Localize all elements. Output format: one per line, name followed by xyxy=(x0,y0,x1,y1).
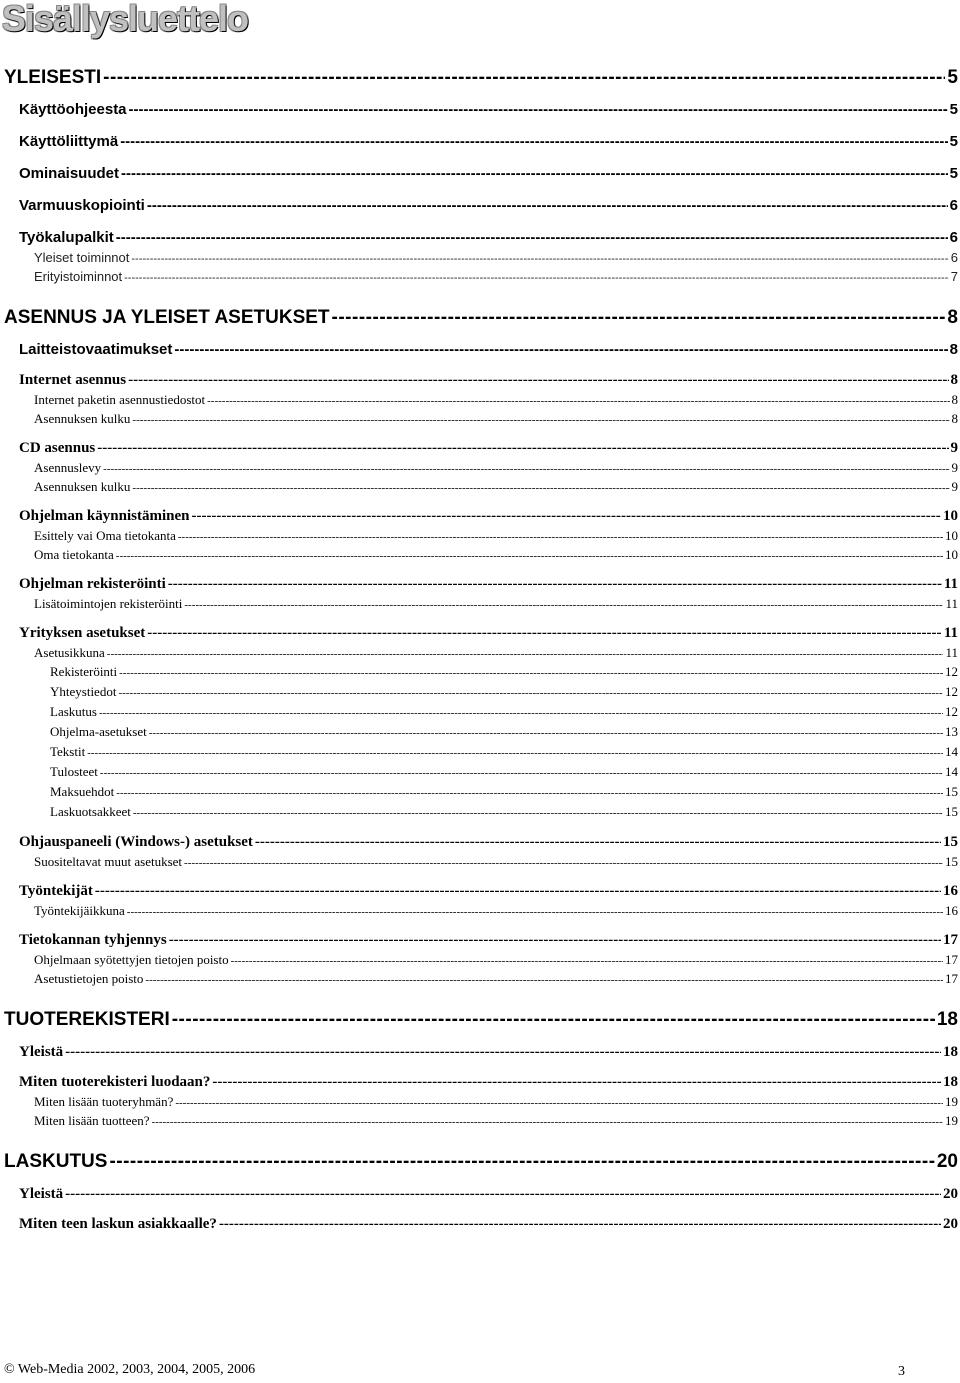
toc-entry-page: 17 xyxy=(945,952,958,967)
toc-entry-page: 18 xyxy=(943,1044,958,1060)
dot-leader xyxy=(178,528,943,545)
toc-entry-page: 5 xyxy=(947,67,958,88)
toc-entry-page: 12 xyxy=(945,664,958,679)
toc-entry[interactable] xyxy=(0,969,960,988)
dot-leader xyxy=(95,881,941,901)
toc-entry-label: Lisätoimintojen rekisteröinti xyxy=(34,596,183,611)
toc-entry-label: Yleistä xyxy=(19,1186,64,1202)
toc-entry-label: CD asennus xyxy=(19,440,96,456)
toc-entry-label: Yrityksen asetukset xyxy=(19,625,146,641)
dot-leader xyxy=(169,930,941,950)
toc-entry-label: Asennuksen kulku xyxy=(34,411,131,426)
toc-entry-label: Yleiset toiminnot xyxy=(34,250,130,265)
toc-entry-label: YLEISESTI xyxy=(4,67,102,88)
toc-entry[interactable] xyxy=(0,196,960,216)
table-of-contents xyxy=(0,66,960,1234)
toc-entry-page: 8 xyxy=(950,372,958,388)
toc-entry[interactable] xyxy=(0,164,960,184)
dot-leader xyxy=(128,370,948,390)
toc-entry-page: 6 xyxy=(950,250,958,265)
toc-entry-label: Asetusikkuna xyxy=(34,645,105,660)
toc-entry-label: Miten tuoterekisteri luodaan? xyxy=(19,1074,211,1090)
toc-entry[interactable] xyxy=(0,1184,960,1204)
toc-entry[interactable] xyxy=(0,802,960,822)
toc-entry[interactable] xyxy=(0,1072,960,1092)
dot-leader xyxy=(212,1072,941,1092)
toc-entry-label: Ohjelma-asetukset xyxy=(50,724,147,739)
dot-leader xyxy=(65,1184,941,1204)
toc-entry-page: 16 xyxy=(945,903,958,918)
toc-entry[interactable] xyxy=(0,930,960,950)
toc-entry-page: 16 xyxy=(943,883,958,899)
toc-entry-page: 19 xyxy=(945,1094,958,1109)
dot-leader xyxy=(184,854,943,871)
toc-entry-label: Suositeltavat muut asetukset xyxy=(34,854,183,869)
dot-leader xyxy=(97,438,948,458)
toc-entry-page: 12 xyxy=(945,704,958,719)
toc-entry-page: 14 xyxy=(945,744,958,759)
toc-entry-page: 5 xyxy=(949,165,958,182)
toc-entry-page: 7 xyxy=(950,269,958,284)
toc-entry[interactable] xyxy=(0,267,960,286)
dot-leader xyxy=(99,703,943,722)
dot-leader xyxy=(103,66,945,90)
toc-entry[interactable] xyxy=(0,623,960,643)
dot-leader xyxy=(132,479,949,496)
toc-entry-page: 11 xyxy=(945,645,958,660)
toc-entry[interactable] xyxy=(0,950,960,969)
toc-entry-page: 15 xyxy=(943,834,958,850)
dot-leader xyxy=(149,723,943,742)
toc-entry[interactable] xyxy=(0,66,960,90)
toc-entry-page: 13 xyxy=(945,724,958,739)
dot-leader xyxy=(133,803,943,822)
toc-entry[interactable] xyxy=(0,458,960,477)
toc-entry-label: Ohjelman rekisteröinti xyxy=(19,576,166,592)
toc-entry-label: Yhteystiedot xyxy=(50,684,117,699)
toc-entry-page: 19 xyxy=(945,1113,958,1128)
toc-entry[interactable] xyxy=(0,132,960,152)
dot-leader xyxy=(168,574,942,594)
dot-leader xyxy=(100,763,943,782)
toc-entry-page: 9 xyxy=(951,460,958,475)
dot-leader xyxy=(255,832,941,852)
toc-entry[interactable] xyxy=(0,742,960,762)
toc-entry-page: 8 xyxy=(949,341,958,358)
toc-entry[interactable] xyxy=(0,1092,960,1111)
toc-entry-label: Ohjauspaneeli (Windows-) asetukset xyxy=(19,834,253,850)
dot-leader xyxy=(109,1150,934,1174)
toc-entry[interactable] xyxy=(0,662,960,682)
dot-leader xyxy=(121,164,948,184)
toc-entry[interactable] xyxy=(0,506,960,526)
toc-entry-label: Erityistoiminnot xyxy=(34,269,123,284)
toc-entry-label: Internet asennus xyxy=(19,372,127,388)
page-title: Sisällysluettelo xyxy=(2,0,249,39)
toc-entry[interactable] xyxy=(0,409,960,428)
toc-entry-page: 9 xyxy=(950,440,958,456)
dot-leader xyxy=(332,306,946,330)
toc-entry-page: 11 xyxy=(943,625,958,641)
dot-leader xyxy=(103,460,949,477)
toc-entry-page: 18 xyxy=(943,1074,958,1090)
toc-entry-page: 10 xyxy=(945,528,958,543)
dot-leader xyxy=(175,1094,943,1111)
toc-entry-label: Miten lisään tuoteryhmän? xyxy=(34,1094,174,1109)
dot-leader xyxy=(124,269,949,286)
dot-leader xyxy=(207,392,949,409)
dot-leader xyxy=(116,547,943,564)
toc-entry-label: Yleistä xyxy=(19,1044,64,1060)
toc-entry-page: 14 xyxy=(945,764,958,779)
toc-entry-page: 18 xyxy=(936,1009,958,1030)
toc-entry-label: Käyttöohjeesta xyxy=(19,101,127,118)
toc-entry-page: 15 xyxy=(945,854,958,869)
toc-entry[interactable] xyxy=(0,901,960,920)
toc-entry-page: 8 xyxy=(947,307,958,328)
dot-leader xyxy=(131,250,948,267)
toc-entry-label: Asetustietojen poisto xyxy=(34,971,144,986)
toc-entry-page: 17 xyxy=(943,932,958,948)
toc-entry-label: Laitteistovaatimukset xyxy=(19,341,173,358)
dot-leader xyxy=(152,1113,943,1130)
toc-entry-label: Ominaisuudet xyxy=(19,165,120,182)
toc-entry-label: Asennuksen kulku xyxy=(34,479,131,494)
dot-leader xyxy=(119,663,943,682)
toc-entry-page: 6 xyxy=(949,229,958,246)
toc-entry-page: 15 xyxy=(945,784,958,799)
toc-entry-label: Laskuotsakkeet xyxy=(50,804,131,819)
toc-entry[interactable] xyxy=(0,545,960,564)
dot-leader xyxy=(116,228,948,248)
toc-entry[interactable] xyxy=(0,682,960,702)
toc-entry-page: 5 xyxy=(949,101,958,118)
toc-entry[interactable] xyxy=(0,390,960,409)
toc-entry[interactable] xyxy=(0,594,960,613)
toc-entry[interactable] xyxy=(0,1111,960,1130)
dot-leader xyxy=(87,743,943,762)
dot-leader xyxy=(65,1042,941,1062)
toc-entry[interactable] xyxy=(0,722,960,742)
toc-entry-label: Asennuslevy xyxy=(34,460,102,475)
toc-entry[interactable] xyxy=(0,1042,960,1062)
toc-entry[interactable] xyxy=(0,1150,960,1174)
toc-entry[interactable] xyxy=(0,782,960,802)
toc-entry[interactable] xyxy=(0,832,960,852)
toc-entry-page: 8 xyxy=(951,411,958,426)
toc-entry[interactable] xyxy=(0,340,960,360)
footer-page-number: 3 xyxy=(898,1364,905,1379)
dot-leader xyxy=(116,783,943,802)
toc-entry-page: 20 xyxy=(943,1216,958,1232)
dot-leader xyxy=(219,1214,941,1234)
toc-entry-label: Tulosteet xyxy=(50,764,98,779)
toc-entry-label: Työntekijät xyxy=(19,883,93,899)
toc-entry-page: 17 xyxy=(945,971,958,986)
toc-entry[interactable] xyxy=(0,852,960,871)
toc-entry-label: LASKUTUS xyxy=(4,1151,108,1172)
dot-leader xyxy=(191,506,941,526)
toc-entry-page: 8 xyxy=(951,392,958,407)
toc-entry-label: Miten teen laskun asiakkaalle? xyxy=(19,1216,217,1232)
toc-entry-page: 11 xyxy=(943,576,958,592)
dot-leader xyxy=(231,952,943,969)
toc-entry[interactable] xyxy=(0,643,960,662)
toc-entry[interactable] xyxy=(0,438,960,458)
toc-entry-page: 20 xyxy=(936,1151,958,1172)
dot-leader xyxy=(127,903,943,920)
toc-entry-label: Oma tietokanta xyxy=(34,547,114,562)
toc-entry[interactable] xyxy=(0,477,960,496)
toc-entry-label: Käyttöliittymä xyxy=(19,133,119,150)
toc-entry[interactable] xyxy=(0,228,960,248)
toc-entry-label: Miten lisään tuotteen? xyxy=(34,1113,150,1128)
toc-entry-label: Työntekijäikkuna xyxy=(34,903,125,918)
toc-entry-label: Ohjelman käynnistäminen xyxy=(19,508,190,524)
dot-leader xyxy=(118,683,943,702)
toc-entry-label: Rekisteröinti xyxy=(50,664,118,679)
toc-entry-label: Varmuuskopiointi xyxy=(19,197,145,214)
dot-leader xyxy=(172,1008,935,1032)
toc-entry-label: Tekstit xyxy=(50,744,86,759)
dot-leader xyxy=(184,596,943,613)
toc-entry-label: Esittely vai Oma tietokanta xyxy=(34,528,176,543)
dot-leader xyxy=(107,645,944,662)
toc-entry-page: 6 xyxy=(949,197,958,214)
toc-entry[interactable] xyxy=(0,248,960,267)
toc-entry-label: Laskutus xyxy=(50,704,97,719)
toc-entry[interactable] xyxy=(0,702,960,722)
dot-leader xyxy=(145,971,943,988)
toc-entry-label: Tietokannan tyhjennys xyxy=(19,932,167,948)
toc-entry-page: 15 xyxy=(945,804,958,819)
footer-copyright: © Web-Media 2002, 2003, 2004, 2005, 2006 xyxy=(4,1362,256,1377)
dot-leader xyxy=(174,340,947,360)
toc-entry-page: 10 xyxy=(943,508,958,524)
toc-entry-page: 5 xyxy=(949,133,958,150)
dot-leader xyxy=(120,132,947,152)
toc-entry[interactable] xyxy=(0,1008,960,1032)
toc-entry[interactable] xyxy=(0,762,960,782)
toc-entry-page: 12 xyxy=(945,684,958,699)
toc-entry[interactable] xyxy=(0,526,960,545)
toc-entry-page: 11 xyxy=(945,596,958,611)
toc-entry-label: Ohjelmaan syötettyjen tietojen poisto xyxy=(34,952,229,967)
dot-leader xyxy=(147,196,948,216)
toc-entry[interactable] xyxy=(0,881,960,901)
toc-entry[interactable] xyxy=(0,306,960,330)
toc-entry-page: 10 xyxy=(945,547,958,562)
toc-entry[interactable] xyxy=(0,574,960,594)
toc-entry[interactable] xyxy=(0,100,960,120)
toc-entry-page: 9 xyxy=(951,479,958,494)
toc-entry[interactable] xyxy=(0,1214,960,1234)
toc-entry-label: Internet paketin asennustiedostot xyxy=(34,392,206,407)
dot-leader xyxy=(129,100,948,120)
dot-leader xyxy=(147,623,942,643)
dot-leader xyxy=(132,411,949,428)
toc-entry-label: Maksuehdot xyxy=(50,784,115,799)
toc-entry-label: TUOTEREKISTERI xyxy=(4,1009,170,1030)
toc-entry-page: 20 xyxy=(943,1186,958,1202)
toc-entry-label: Työkalupalkit xyxy=(19,229,114,246)
toc-entry[interactable] xyxy=(0,370,960,390)
toc-entry-label: ASENNUS JA YLEISET ASETUKSET xyxy=(4,307,330,328)
